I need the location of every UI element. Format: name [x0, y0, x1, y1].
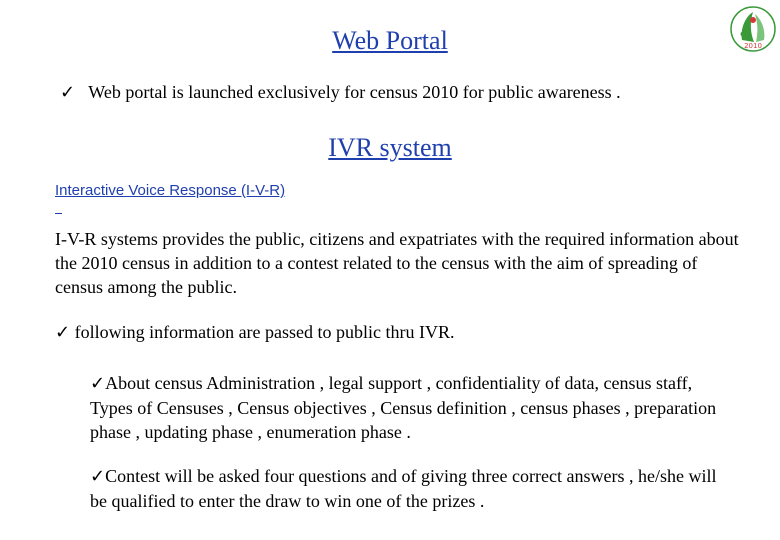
web-portal-title: Web Portal [332, 26, 448, 55]
ivr-paragraph: I-V-R systems provides the public, citizens and expatriates with the required information about the 2010 census in addition to a contest related to the census with the aim of spreading of census among the public. [55, 229, 739, 297]
ivr-subheading: Interactive Voice Response (I-V-R) [55, 182, 286, 199]
contest-text: Contest will be asked four questions and of giving three correct answers , he/she will be qualified to enter the draw to win one of the prizes . [90, 466, 717, 511]
contest-sub-bullet [90, 464, 735, 513]
checkmark-icon: ✓ [55, 322, 71, 343]
about-census-text: About census Administration , legal support , confidentiality of data, census staff, Types of Censuses , Census objectives , Census definition , census phases , preparation phase , updating phase , enumeration phase . [90, 373, 717, 442]
web-portal-bullet [60, 82, 621, 103]
checkmark-icon: ✓ [60, 82, 76, 103]
web-portal-bullet-text: Web portal is launched exclusively for census 2010 for public awareness . [88, 82, 621, 102]
subheading-underline-mark [55, 213, 62, 214]
info-passed-bullet-text: following information are passed to public thru IVR. [74, 322, 455, 342]
info-passed-bullet [55, 322, 455, 343]
checkmark-icon: ✓ [90, 373, 106, 394]
checkmark-icon: ✓ [90, 466, 106, 487]
ivr-system-title: IVR system [328, 133, 452, 162]
logo-text: 2010 [744, 42, 762, 50]
about-census-sub-bullet [90, 371, 735, 444]
